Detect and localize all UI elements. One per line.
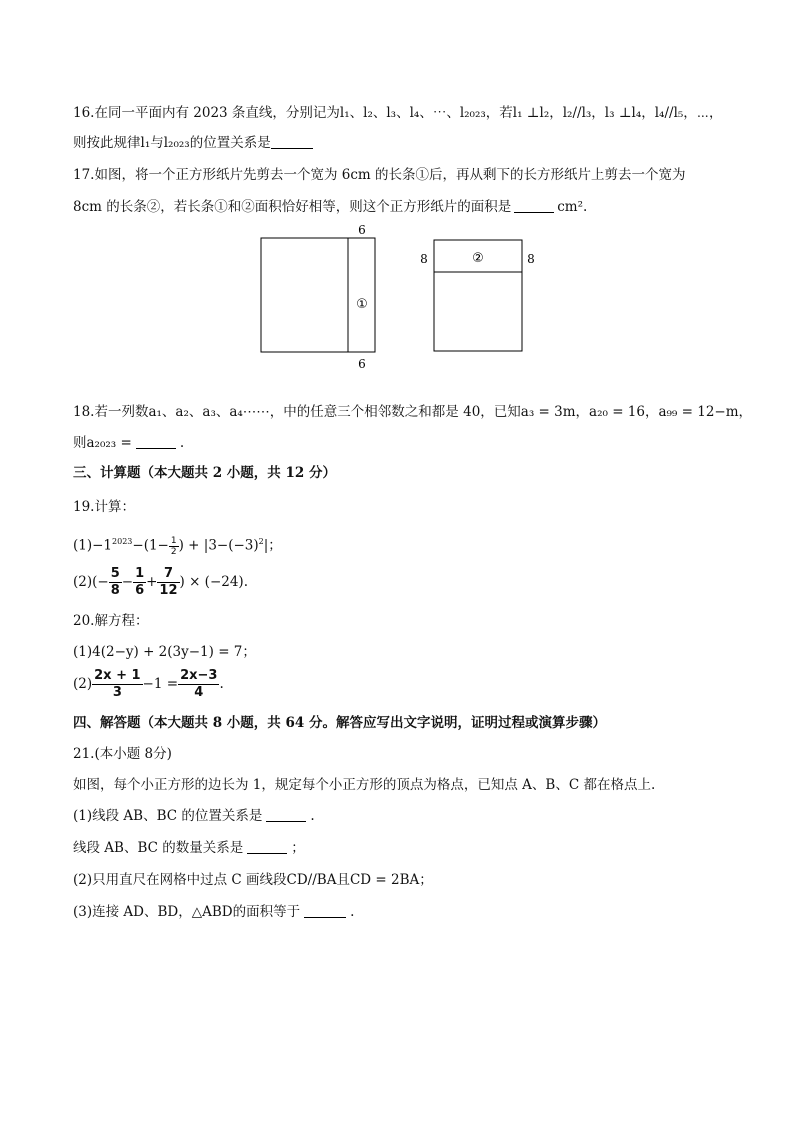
answer-blank[interactable] xyxy=(136,434,176,449)
q20-p2-frac1 xyxy=(92,668,142,701)
q16-line2-text: 则按此规律l₁与l₂₀₂₃的位置关系是 xyxy=(73,135,271,151)
frac-den: 3 xyxy=(112,685,122,700)
q19-p1-c: ) + |3−(−3) xyxy=(178,537,259,554)
q19-p1-exp2: 2 xyxy=(258,537,264,546)
q20-p2-b: −1 = xyxy=(142,676,179,692)
frac-num: 2x−3 xyxy=(180,668,218,683)
frac-num: 1 xyxy=(135,566,145,581)
answer-blank[interactable] xyxy=(247,839,287,854)
q21-p1a-end: . xyxy=(310,808,315,824)
frac-den: 6 xyxy=(135,583,145,598)
q20-title: 20.解方程： xyxy=(73,613,149,629)
q19-title: 19.计算： xyxy=(73,499,135,515)
answer-blank[interactable] xyxy=(271,134,313,149)
right-right-label: 8 xyxy=(527,252,535,266)
q16-line1: 16.在同一平面内有 2023 条直线，分别记为l₁、l₂、l₃、l₄、⋯、l₂₀₂₃，若l₁ ⊥l₂，l₂//l₃，l₃ ⊥l₄，l₄//l₅，⋯， xyxy=(73,105,723,121)
q21-part3 xyxy=(73,903,354,921)
q20-p2-c: . xyxy=(219,676,224,692)
q21-part1b xyxy=(73,839,305,857)
q17-figure xyxy=(255,220,540,375)
q19-p1-a: (1)−1 xyxy=(73,537,113,554)
strip-1-label: ① xyxy=(356,297,368,312)
left-square xyxy=(261,238,375,352)
right-left-label: 8 xyxy=(420,252,428,266)
left-top-label: 6 xyxy=(358,223,366,237)
q20-p2-a: (2) xyxy=(73,676,93,692)
frac-den: 12 xyxy=(159,583,178,598)
q19-part2 xyxy=(73,564,248,600)
answer-blank[interactable] xyxy=(266,807,306,822)
q19-p1-frac xyxy=(169,536,179,557)
q19-p2-a: (2)(− xyxy=(73,574,109,590)
q19-p2-frac2 xyxy=(133,566,146,599)
answer-blank[interactable] xyxy=(514,198,554,213)
frac-num: 2x + 1 xyxy=(94,668,141,683)
left-bottom-label: 6 xyxy=(358,357,366,371)
q17-line1: 17.如图，将一个正方形纸片先剪去一个宽为 6cm 的长条①后，再从剩下的长方形纸片上剪去一个宽为 xyxy=(73,167,686,183)
frac-num: 5 xyxy=(110,566,120,581)
q17-line2-text: 8cm 的长条②，若长条①和②面积恰好相等，则这个正方形纸片的面积是 xyxy=(73,199,512,215)
frac-num: 7 xyxy=(157,566,179,583)
q19-p2-op2: + xyxy=(146,574,158,590)
q18-line2-text: 则a₂₀₂₃ = xyxy=(73,435,132,451)
q19-part1 xyxy=(73,530,282,558)
q19-p1-d: |； xyxy=(263,537,282,554)
section-3-heading: 三、计算题（本大题共 2 小题，共 12 分） xyxy=(73,465,336,481)
q21-p3-end: . xyxy=(350,904,355,920)
frac-den: 8 xyxy=(110,583,120,598)
q21-p1b-text: 线段 AB、BC 的数量关系是 xyxy=(73,840,244,856)
q19-p1-b: −(1− xyxy=(132,537,169,554)
frac-den: 4 xyxy=(194,685,204,700)
q21-part2: (2)只用直尺在网格中过点 C 画线段CD//BA且CD = 2BA； xyxy=(73,872,433,888)
q19-p2-frac1 xyxy=(109,566,122,599)
q18-line2-end: . xyxy=(179,435,185,451)
q20-p2-frac2 xyxy=(178,668,219,701)
q21-p1b-end: ； xyxy=(291,840,305,856)
q21-intro: 如图，每个小正方形的边长为 1，规定每个小正方形的顶点为格点，已知点 A、B、C 都在格点上. xyxy=(73,777,656,793)
q21-p3-text: (3)连接 AD、BD，△ABD的面积等于 xyxy=(73,904,301,920)
q18-line1: 18.若一列数a₁、a₂、a₃、a₄⋯⋯，中的任意三个相邻数之和都是 40，已知a₃ = 3m，a₂₀ = 16，a₉₉ = 12−m， xyxy=(73,404,753,420)
q21-title: 21.(本小题 8分) xyxy=(73,746,172,762)
answer-blank[interactable] xyxy=(304,903,346,918)
q17-line2-unit: cm². xyxy=(557,199,588,215)
q19-p2-op1: − xyxy=(121,574,134,590)
q20-part1: (1)4(2−y) + 2(3y−1) = 7； xyxy=(73,644,256,660)
q19-p2-b: ) × (−24). xyxy=(179,574,248,590)
frac-num: 1 xyxy=(170,535,177,546)
q16-line2 xyxy=(73,134,313,152)
q17-line2 xyxy=(73,198,587,216)
q20-part2 xyxy=(73,666,224,702)
section-4-heading: 四、解答题（本大题共 8 小题，共 64 分。解答应写出文字说明，证明过程或演算步骤） xyxy=(73,715,606,731)
frac-den: 2 xyxy=(170,546,177,557)
q21-part1a xyxy=(73,807,315,825)
q21-p1a-text: (1)线段 AB、BC 的位置关系是 xyxy=(73,808,263,824)
strip-2-label: ② xyxy=(472,251,484,266)
q18-line2 xyxy=(73,434,184,452)
q19-p1-exp: 2023 xyxy=(112,537,133,546)
q19-p2-frac3 xyxy=(157,566,179,599)
